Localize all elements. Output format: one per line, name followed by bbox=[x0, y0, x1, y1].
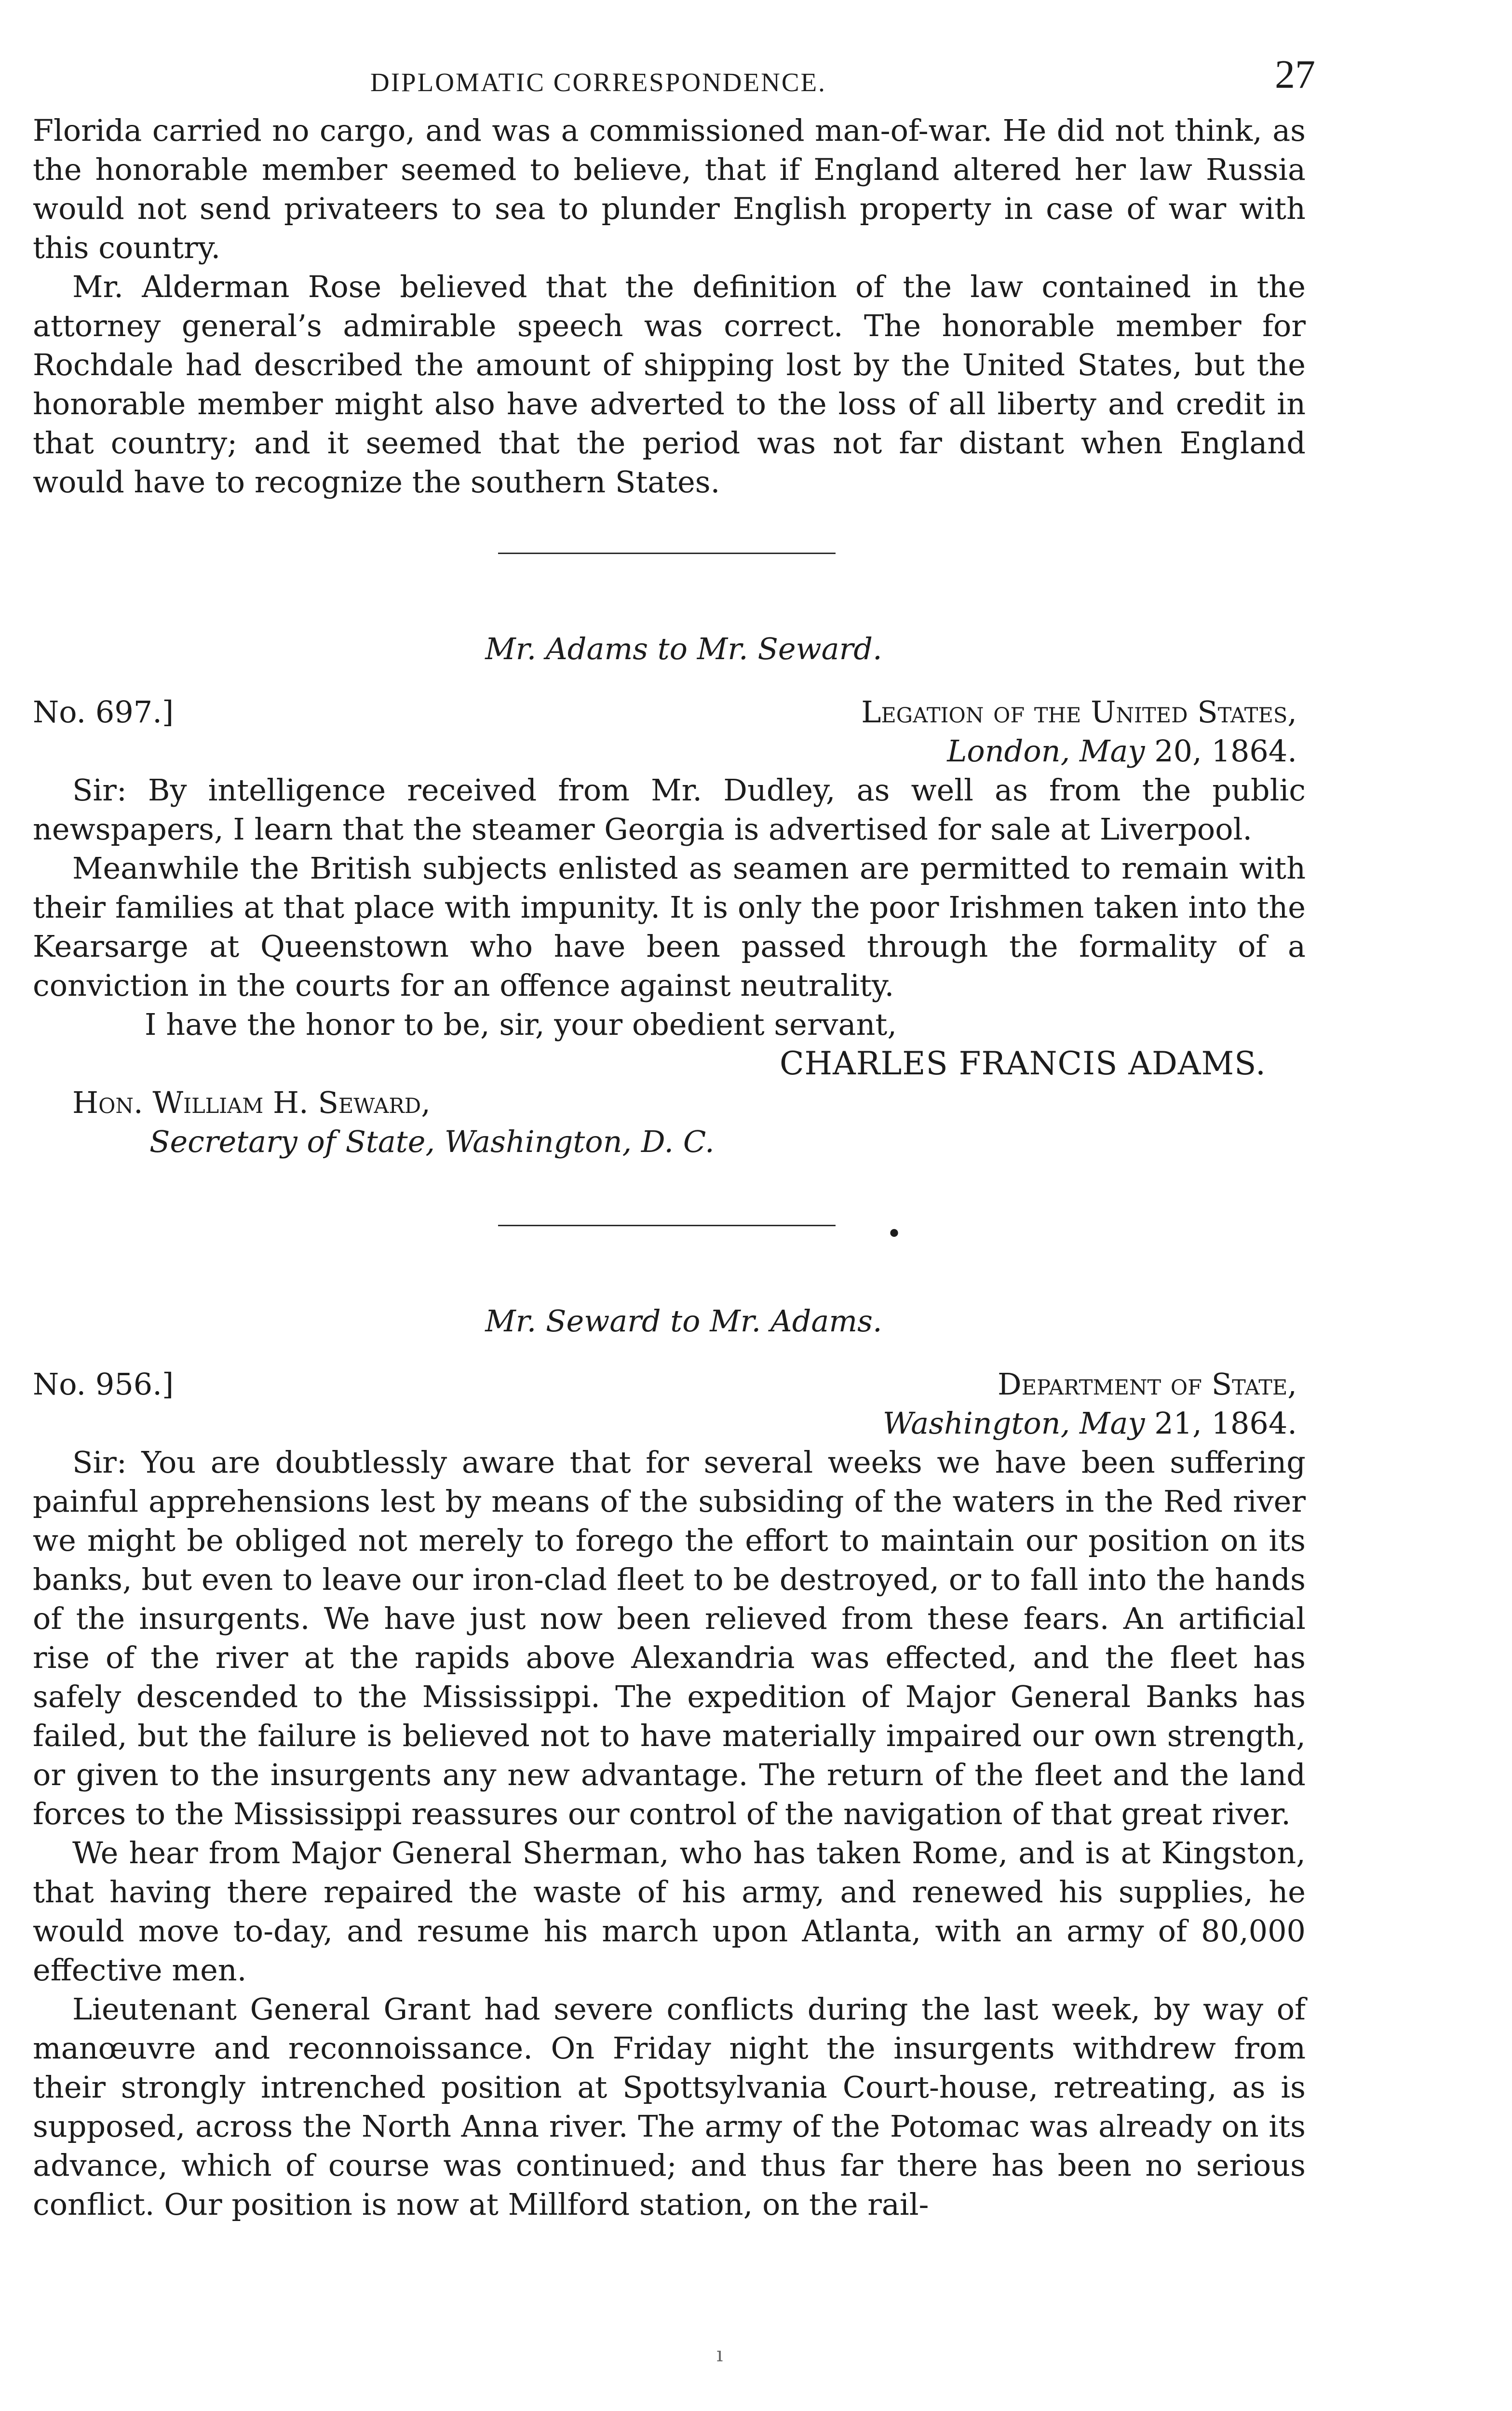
letter-origin-place: Washington, May bbox=[882, 1406, 1145, 1441]
letter-paragraph: Meanwhile the British subjects enlisted as seamen are permitted to remain with their families at that place with impunity. It is only the poor Irishmen taken into the Kearsarge at Queenstown who have been passed through the formality of a conviction in the courts for an offence against neutrality. bbox=[33, 851, 1306, 1003]
letter-paragraph: We hear from Major General Sherman, who has taken Rome, and is at Kingston, that having there repaired the waste of his army, and renewed his supplies, he would move to-day, and resume his march upon Atlanta, with an army of 80,000 effective men. bbox=[33, 1835, 1306, 1988]
running-head bbox=[33, 52, 1315, 111]
letter-paragraph: Sir: You are doubtlessly aware that for several weeks we have been suffering painful apprehensions lest by means of the subsiding of the waters in the Red river we might be obliged not merely to forego the effort to maintain our position on its banks, but even to leave our iron-clad fleet to be destroyed, or to fall into the hands of the insurgents. We have just now been relieved from these fears. An artificial rise of the river at the rapids above Alexandria was effected, and the fleet has safely descended to the Mississippi. The expedition of Major General Banks has failed, but the failure is believed not to have materially impaired our own strength, or given to the insurgents any new advantage. The return of the fleet and the land forces to the Mississippi reassures our control of the navigation of that great river. bbox=[33, 1445, 1306, 1831]
letter-origin-date: 21, 1864. bbox=[1145, 1406, 1297, 1441]
letter-number: No. 697.] bbox=[33, 694, 174, 730]
letter-origin-place: London, May bbox=[947, 733, 1145, 769]
running-title: DIPLOMATIC CORRESPONDENCE. bbox=[370, 68, 826, 97]
continuation-paragraph: Florida carried no cargo, and was a commissioned man-of-war. He did not think, as the honorable member seemed to believe, that if England altered her law Russia would not send privateers to sea to plunder English property in case of war with this country. bbox=[33, 113, 1306, 265]
letter-section-adams bbox=[33, 629, 1306, 1161]
letter-title: Mr. Adams to Mr. Seward. bbox=[485, 631, 882, 666]
letter-addressee-title: Secretary of State, Washington, D. C. bbox=[149, 1124, 715, 1159]
letter-paragraph: Lieutenant General Grant had severe conflicts during the last week, by way of manœuvre and reconnoissance. On Friday night the insurgents withdrew from their strongly intrenched position at Spottsylvania Court-house, retreating, as is supposed, across the North Anna river. The army of the Potomac was already on its advance, which of course was continued; and thus far there has been no serious conflict. Our position is now at Millford station, on the rail- bbox=[33, 1991, 1306, 2222]
letter-origin-line bbox=[33, 1404, 1306, 1443]
letter-header-row bbox=[33, 692, 1306, 731]
ink-dot: • bbox=[886, 1219, 903, 1250]
letter-paragraph: Sir: By intelligence received from Mr. Dudley, as well as from the public newspapers, I learn that the steamer Georgia is advertised for sale at Liverpool. bbox=[33, 772, 1306, 847]
letter-signature: CHARLES FRANCIS ADAMS. bbox=[780, 1045, 1266, 1082]
section-divider-row bbox=[33, 1219, 1306, 1250]
letter-addressee: Hon. William H. Seward, bbox=[72, 1085, 431, 1120]
letter-origin-line bbox=[33, 731, 1306, 771]
letter-section-seward bbox=[33, 1301, 1306, 2224]
footer-mark: ı bbox=[716, 2343, 723, 2366]
letter-origin-organization: Department of State, bbox=[998, 1367, 1297, 1402]
letter-header-row bbox=[33, 1365, 1306, 1404]
continuation-section bbox=[33, 111, 1306, 501]
section-divider bbox=[498, 553, 836, 554]
document-page bbox=[33, 52, 1315, 2224]
letter-closing: I have the honor to be, sir, your obedient servant, bbox=[145, 1007, 897, 1042]
section-divider bbox=[498, 1225, 836, 1226]
continuation-paragraph: Mr. Alderman Rose believed that the definition of the law contained in the attorney general’s admirable speech was correct. The honorable member for Rochdale had described the amount of shipping lost by the United States, but the honorable member might also have adverted to the loss of all liberty and credit in that country; and it seemed that the period was not far distant when England would have to recognize the southern States. bbox=[33, 269, 1306, 500]
letter-title: Mr. Seward to Mr. Adams. bbox=[485, 1303, 882, 1339]
letter-origin-date: 20, 1864. bbox=[1145, 733, 1297, 769]
page-number: 27 bbox=[1275, 52, 1315, 97]
letter-number: No. 956.] bbox=[33, 1367, 174, 1402]
letter-origin-organization: Legation of the United States, bbox=[861, 694, 1297, 730]
